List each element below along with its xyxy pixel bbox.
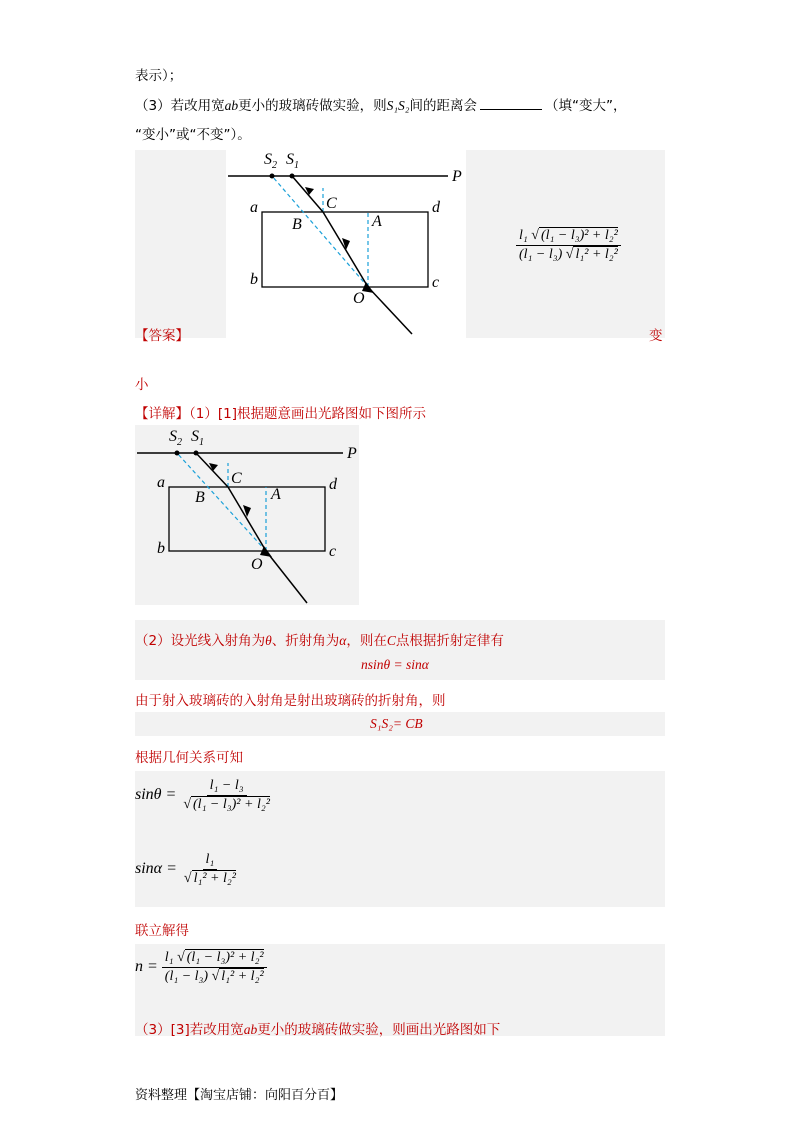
label-O: O bbox=[353, 290, 365, 307]
label-p: P bbox=[452, 168, 462, 185]
label-B: B bbox=[292, 216, 302, 233]
q3-ab: ab bbox=[224, 98, 239, 113]
svg-text:B: B bbox=[195, 489, 205, 506]
explanation-p4: 根据几何关系可知 bbox=[135, 750, 243, 766]
svg-text:c: c bbox=[329, 543, 337, 560]
equation-1: nsinθ = sinα bbox=[361, 657, 429, 672]
label-d: d bbox=[432, 199, 440, 216]
svg-text:S2: $S_2$ bbox=[169, 428, 182, 448]
intro-tail: 表示）； bbox=[135, 68, 183, 84]
answer-3-part2: 小 bbox=[135, 377, 149, 393]
q3-prefix: （3）若改用宽 bbox=[135, 98, 225, 114]
explanation-diagram bbox=[135, 425, 359, 605]
explanation-label: 【详解】 bbox=[135, 406, 189, 422]
answer-2-formula: $\frac{\text{l₁ √ (l₁ − l₃)² + l₂²}}{\text{(l₁ − l₃) √ l₁² + l₂²}}$ bbox=[516, 228, 621, 263]
q3-s1s2: S₁S₂ bbox=[386, 98, 410, 113]
label-A: A bbox=[372, 213, 382, 230]
q3-mid: 更小的玻璃砖做实验，则 bbox=[238, 98, 387, 114]
svg-text:a: a bbox=[157, 474, 165, 491]
svg-text:P: P bbox=[347, 445, 357, 462]
svg-text:b: b bbox=[157, 540, 165, 557]
answer-3-part1: 变 bbox=[649, 328, 663, 344]
light-path-diagram bbox=[226, 150, 466, 338]
sin-theta-formula: sinθ = $\frac{\text{l₁ − l₃}}{\text{√ (l₁ − l₃)² + l₂²}}$ bbox=[135, 778, 270, 812]
label-c: c bbox=[432, 274, 440, 291]
q3-mid2: 间的距离会 bbox=[409, 98, 477, 114]
svg-text:A: A bbox=[271, 486, 281, 503]
q3-line2: “变小”或“不变”）。 bbox=[135, 127, 251, 143]
answer-blank[interactable] bbox=[480, 95, 542, 110]
q3-suffix: （填“变大”， bbox=[544, 98, 627, 114]
svg-text:C: C bbox=[231, 470, 242, 487]
label-C: C bbox=[326, 195, 337, 212]
sin-alpha-formula: sinα = $\frac{\text{l₁}}{\text{√ l₁² + l₂²}}$ bbox=[135, 852, 236, 886]
explanation-p2: （2）设光线入射角为θ、折射角为α，则在C点根据折射定律有 bbox=[135, 633, 504, 649]
svg-text:d: d bbox=[329, 476, 337, 493]
n-formula: n = $\frac{\text{l₁ √ (l₁ − l₃)² + l₂²}}{\text{(l₁ − l₃) √ l₁² + l₂²}}$ bbox=[135, 950, 267, 985]
svg-text:S1: $S_1$ bbox=[191, 428, 204, 448]
answer-label: 【答案】 bbox=[135, 328, 189, 344]
question-3 bbox=[135, 94, 626, 114]
equation-2: S₁S₂= CB bbox=[370, 716, 423, 731]
explanation-p1: 【详解】（1）[1]根据题意画出光路图如下图所示 bbox=[135, 406, 426, 422]
explanation-p5: 联立解得 bbox=[135, 923, 189, 939]
label-s1: $S_1$ bbox=[286, 151, 299, 171]
label-b: b bbox=[250, 271, 258, 288]
explanation-p3: 由于射入玻璃砖的入射角是射出玻璃砖的折射角，则 bbox=[135, 693, 446, 709]
label-a: a bbox=[250, 199, 258, 216]
explanation-p6: （3）[3]若改用宽ab更小的玻璃砖做实验，则画出光路图如下 bbox=[135, 1022, 501, 1038]
footer: 资料整理【淘宝店铺：向阳百分百】 bbox=[135, 1088, 344, 1103]
svg-text:O: O bbox=[251, 556, 263, 573]
label-s2: $S_2$ bbox=[264, 151, 277, 171]
